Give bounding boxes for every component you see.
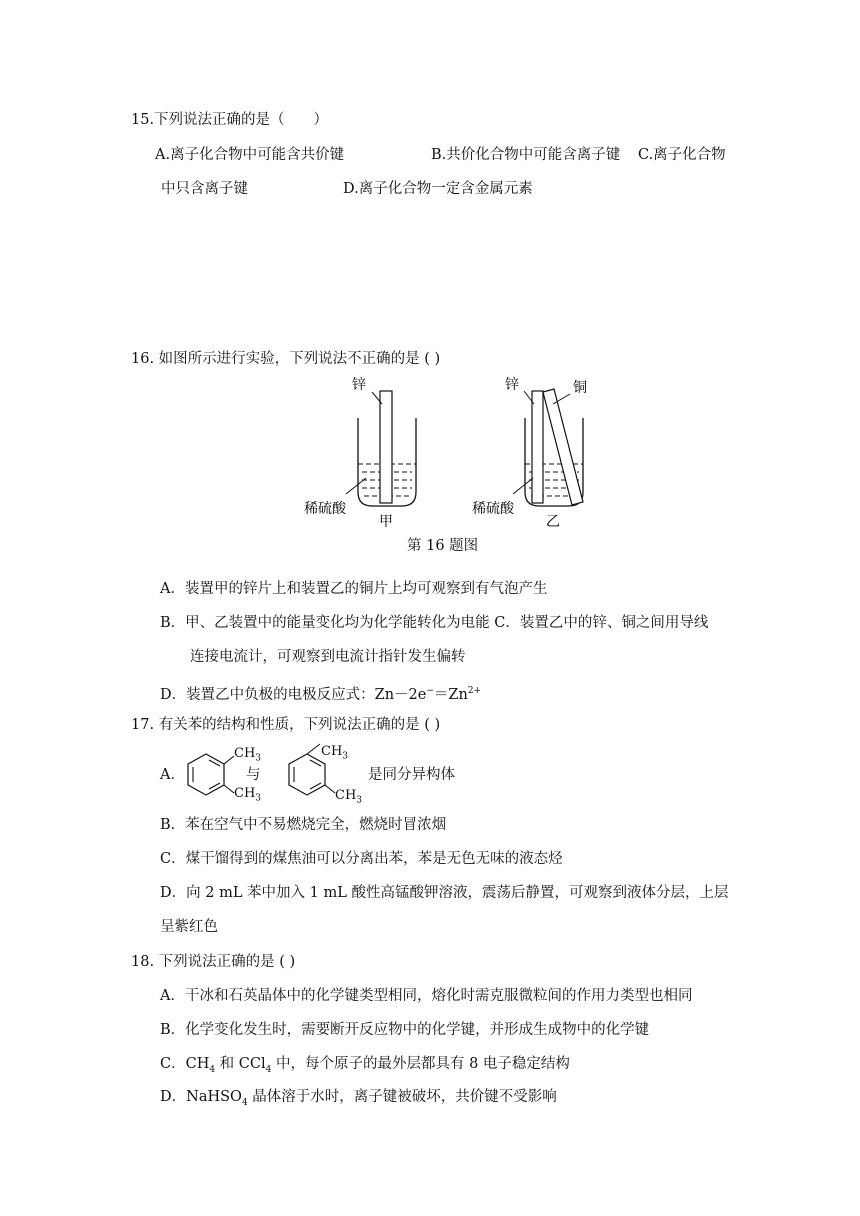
label-copper: 铜 (573, 380, 587, 396)
label-yi: 乙 (546, 514, 560, 530)
label-acid-2: 稀硫酸 (472, 501, 514, 517)
q18-option-b: B．化学变化发生时，需要断开反应物中的化学键，并形成生成物中的化学键 (160, 1022, 650, 1038)
q15-option-b: B.共价化合物中可能含离子键 (431, 147, 621, 163)
methyl-4: $CH_3$ (335, 788, 363, 806)
q15-option-a: A.离子化合物中可能含共价键 (155, 147, 345, 163)
q17-option-d: D．向 2 mL 苯中加入 1 mL 酸性高锰酸钾溶液，震荡后静置，可观察到液体分层，上层 (160, 885, 729, 901)
q16-option-a: A．装置甲的锌片上和装置乙的铜片上均可观察到有气泡产生 (160, 581, 548, 597)
q16-option-c-cont: 连接电流计，可观察到电流计指针发生偏转 (190, 649, 466, 665)
label-zinc-2: 锌 (505, 377, 519, 393)
q17-stem: 17. 有关苯的结构和性质，下列说法正确的是 ( ) (131, 717, 441, 733)
q16-stem: 16. 如图所示进行实验，下列说法不正确的是 ( ) (131, 351, 441, 367)
ortho-xylene (188, 754, 234, 795)
q18-option-c: C．$CH_4$ 和 CCl$_4$ 中，每个原子的最外层都具有 8 电子稳定结构 (160, 1056, 570, 1075)
q17-option-a-tail: 是同分异构体 (368, 767, 455, 783)
q15-option-d: D.离子化合物一定含金属元素 (343, 181, 533, 197)
q17-and: 与 (246, 767, 261, 783)
q18-option-d: D．NaHSO$_4$ 晶体溶于水时，离子键被破坏，共价键不受影响 (160, 1089, 557, 1108)
methyl-3: $CH_3$ (321, 744, 349, 762)
zinc-plate-2 (532, 391, 543, 503)
q15-option-c: C.离子化合物 (638, 147, 726, 163)
label-zinc-1: 锌 (352, 377, 366, 393)
q17-option-d-cont: 呈紫红色 (160, 919, 218, 935)
apparatus-yi (513, 389, 583, 506)
label-acid-1: 稀硫酸 (304, 501, 346, 517)
methyl-1: $CH_3$ (234, 746, 262, 764)
q18-option-a: A．干冰和石英晶体中的化学键类型相同，熔化时需克服微粒间的作用力类型也相同 (160, 988, 693, 1004)
q17-option-a-label: A． (160, 767, 185, 783)
q17-option-c: C．煤干馏得到的煤焦油可以分离出苯，苯是无色无味的液态烃 (160, 851, 563, 867)
zinc-plate-1 (380, 391, 392, 503)
methyl-2: $CH_3$ (234, 786, 262, 804)
q15-stem: 15.下列说法正确的是（ ） (131, 112, 329, 128)
q17-option-b: B．苯在空气中不易燃烧完全，燃烧时冒浓烟 (160, 817, 447, 833)
q15-option-c-cont: 中只含离子键 (161, 181, 248, 197)
q16-figure-caption: 第 16 题图 (407, 538, 479, 554)
label-jia: 甲 (379, 514, 393, 530)
q18-stem: 18. 下列说法正确的是 ( ) (131, 954, 296, 970)
q16-option-d: D．装置乙中负极的电极反应式：$Zn-2e^-=Zn^{2+}$ (160, 686, 482, 703)
q16-figure (290, 370, 610, 540)
q16-option-b: B．甲、乙装置中的能量变化均为化学能转化为电能 C．装置乙中的锌、铜之间用导线 (160, 615, 709, 631)
apparatus-jia (346, 391, 416, 506)
